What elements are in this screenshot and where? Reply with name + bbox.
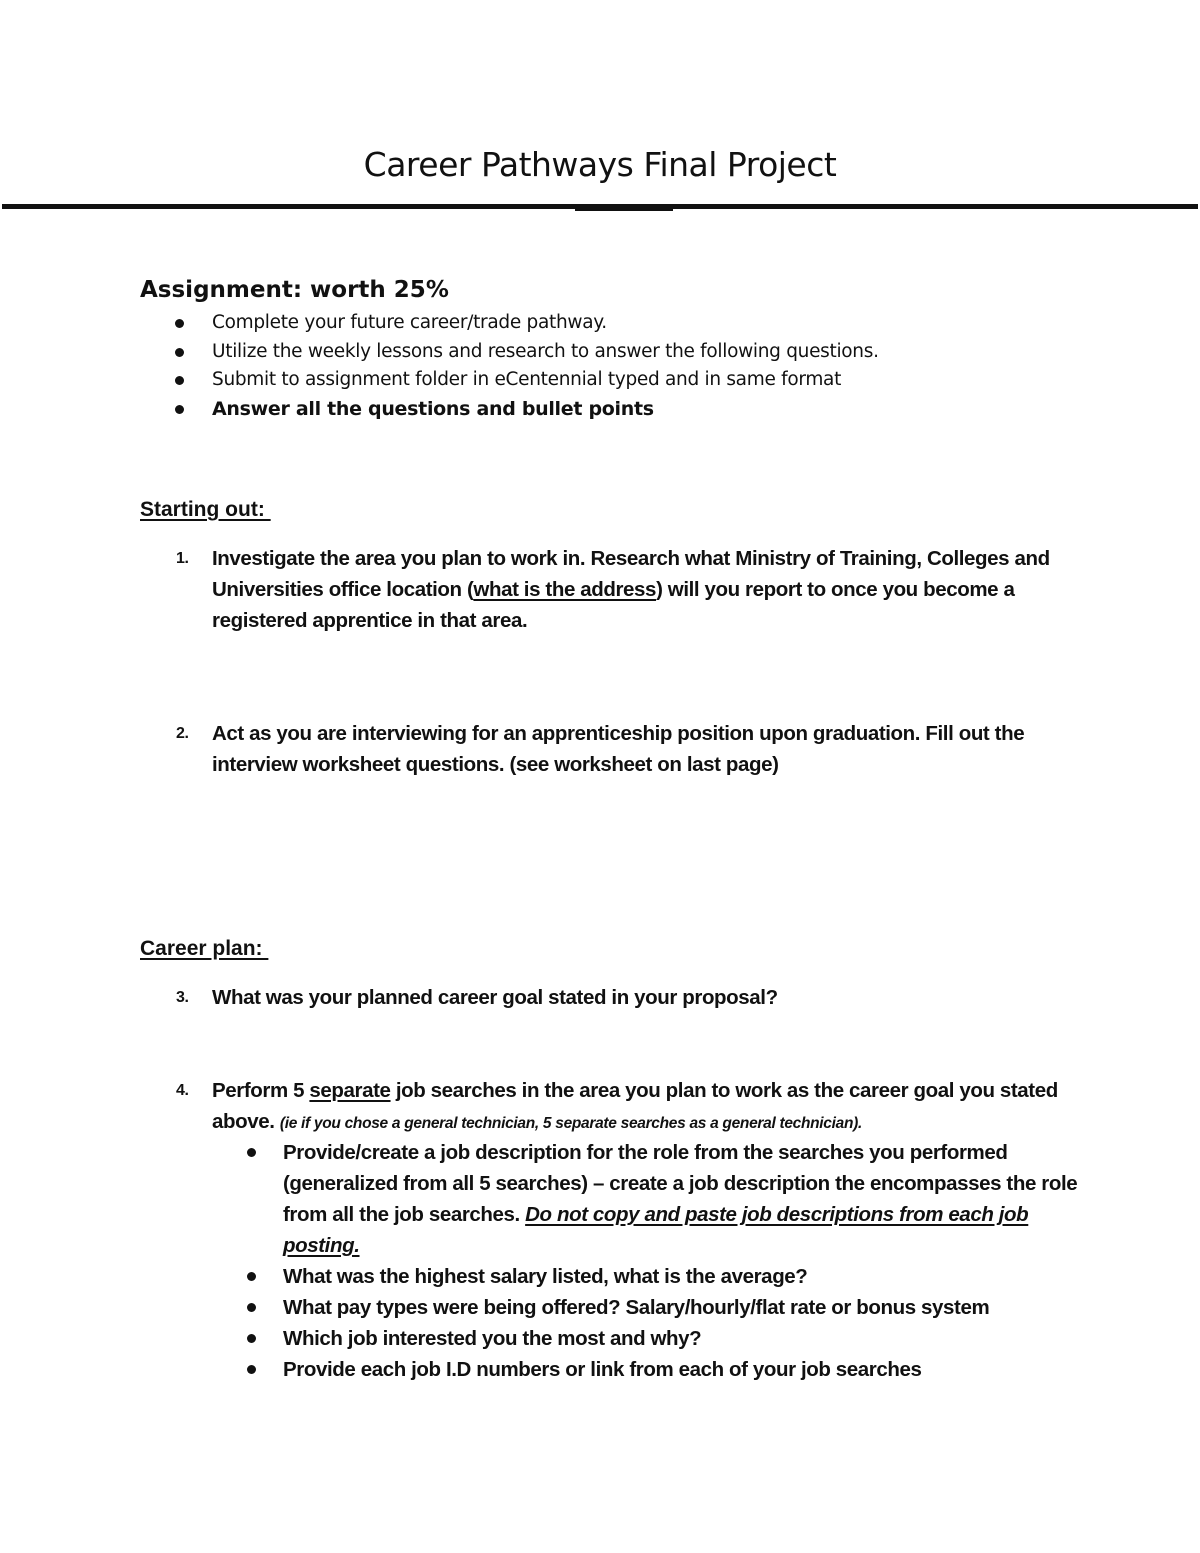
bullet-icon (175, 405, 184, 414)
question-note: (ie if you chose a general technician, 5 separate searches as a general technician). (279, 1115, 862, 1132)
question-text: What was your planned career goal stated in your proposal? (212, 986, 778, 1009)
list-item (212, 395, 1112, 424)
question-number: 2. (176, 725, 189, 742)
question-text (212, 1075, 1072, 1139)
question-text-end: job searches in the area you plan to work as the career goal you stated above. (212, 1079, 1058, 1133)
title-divider-accent (575, 208, 673, 211)
underlined-phrase: what is the address (473, 578, 657, 601)
list-item-text: Which job interested you the most and why? (283, 1327, 702, 1350)
list-item-text: Provide/create a job description for the role from the searches you performed (generalized from all 5 searches) – create a job description the encompasses the role from all the job searches. (283, 1141, 1078, 1226)
question-text-end: ) will you report to once you become a registered apprentice in that area. (212, 578, 1015, 632)
question-text-start: Investigate the area you plan to work in. Research what Ministry of Training, Colleges and Universities office location ( (212, 547, 1050, 601)
list-item-text: Submit to assignment folder in eCentennial typed and in same format (212, 369, 842, 390)
bullet-icon (247, 1148, 256, 1157)
assignment-heading: Assignment: worth 25% (140, 277, 449, 303)
career-plan-heading: Career plan: (140, 937, 269, 960)
starting-out-heading: Starting out: (140, 498, 271, 521)
question-text: Act as you are interviewing for an apprenticeship position upon graduation. Fill out the interview worksheet questions. (see worksheet on last page) (212, 722, 1025, 776)
list-item-text: Utilize the weekly lessons and research to answer the following questions. (212, 340, 879, 362)
bullet-icon (175, 376, 184, 385)
list-item-text: Answer all the questions and bullet points (212, 397, 654, 420)
underlined-phrase: separate (309, 1079, 391, 1102)
list-item-text: What was the highest salary listed, what is the average? (283, 1265, 808, 1288)
list-item (283, 1137, 1083, 1261)
emphasis-text: Do not copy and paste job descriptions from each job posting. (283, 1203, 1029, 1257)
question-text (212, 543, 1072, 636)
list-item (283, 1323, 1083, 1354)
list-item-text: What pay types were being offered? Salary/hourly/flat rate or bonus system (283, 1296, 990, 1319)
list-item (283, 1292, 1083, 1323)
question-number: 3. (176, 989, 189, 1006)
list-item (212, 338, 1112, 367)
job-search-bullet-list (283, 1137, 1083, 1385)
bullet-icon (247, 1365, 256, 1374)
bullet-icon (247, 1334, 256, 1343)
bullet-icon (175, 319, 184, 328)
list-item (212, 366, 1112, 395)
list-item-text: Provide each job I.D numbers or link from each of your job searches (283, 1358, 922, 1381)
page-title: Career Pathways Final Project (363, 145, 837, 184)
bullet-icon (247, 1272, 256, 1281)
assignment-bullet-list (212, 309, 1112, 423)
bullet-icon (175, 348, 184, 357)
bullet-icon (247, 1303, 256, 1312)
question-text-start: Perform 5 (212, 1079, 310, 1102)
list-item (283, 1261, 1083, 1292)
list-item (212, 309, 1112, 338)
question-number: 4. (176, 1082, 189, 1099)
list-item-text: Complete your future career/trade pathway. (212, 312, 607, 333)
question-number: 1. (176, 550, 189, 567)
list-item (283, 1354, 1083, 1385)
